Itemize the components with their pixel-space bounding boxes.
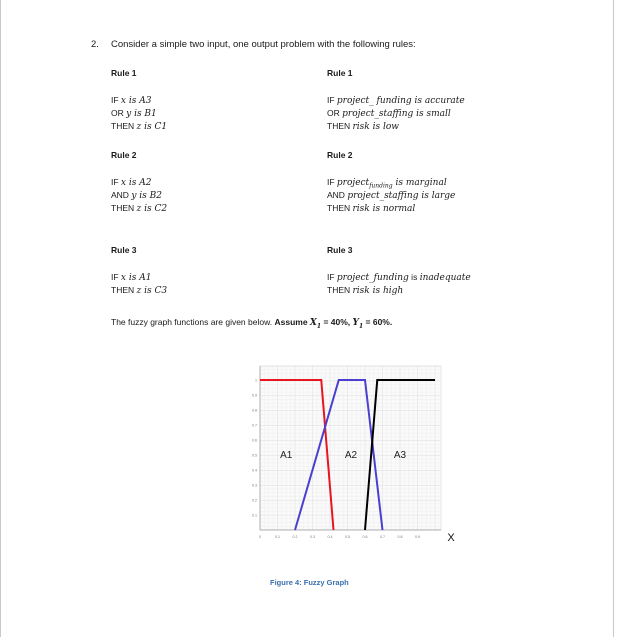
rule-expression: project_staffing is large	[347, 191, 456, 201]
rule-keyword: THEN	[111, 203, 137, 213]
rule-expression: x is A3	[120, 96, 152, 106]
figure-caption: Figure 4: Fuzzy Graph	[270, 578, 349, 587]
x-tick-label: 0.5	[345, 535, 350, 539]
rule-title: Rule 1	[327, 68, 353, 78]
x-tick-label: 0.8	[397, 535, 403, 539]
rule-expression: z is C3	[136, 286, 168, 296]
rule-line	[327, 202, 415, 216]
rule-line	[111, 202, 167, 216]
assumption-text: The fuzzy graph functions are given below.	[111, 317, 275, 327]
rule-expression: z is C1	[136, 122, 168, 132]
rule-keyword: IF	[111, 95, 121, 105]
y1-value: = 60%.	[363, 317, 393, 327]
rule-line	[327, 94, 465, 108]
x-tick-label: 0	[259, 535, 261, 539]
x-tick-label: 0.9	[415, 535, 420, 539]
y-tick-label: 0.7	[252, 423, 257, 428]
rule-keyword: AND	[327, 190, 348, 200]
x-tick-label: 0.7	[380, 535, 385, 539]
rule-keyword: IF	[111, 272, 121, 282]
rule-title: Rule 3	[327, 245, 353, 255]
rule-line	[327, 107, 451, 121]
question-text	[91, 39, 416, 50]
rule-line	[111, 271, 151, 285]
y-tick-label: 0.1	[252, 513, 257, 518]
rule-line	[111, 107, 157, 121]
rule-subscript: funding	[369, 182, 393, 190]
rule-expression: risk is high	[352, 286, 404, 296]
rule-keyword: THEN	[327, 203, 353, 213]
assumption-line: The fuzzy graph functions are given below. Assume $X_1 = 40\%$, $Y_1 = 60\%$.	[111, 317, 393, 330]
rule-line	[111, 189, 162, 203]
rule-line	[327, 120, 399, 134]
rule-expression: x is A2	[120, 178, 152, 188]
series-label-a3: A3	[393, 450, 407, 461]
rule-expression: x is A1	[120, 273, 152, 283]
rule-expression: risk is normal	[352, 204, 416, 214]
x-tick-label: 0.2	[292, 535, 298, 539]
rule-expression: project	[336, 178, 370, 188]
rule-line	[111, 120, 167, 134]
rule-keyword: OR	[327, 108, 343, 118]
y-tick-label: 0.2	[252, 498, 257, 503]
rule-keyword: THEN	[111, 121, 137, 131]
y-tick-label: 0.6	[252, 438, 257, 443]
rule-line	[111, 176, 151, 190]
question-number: 2.	[91, 39, 99, 50]
x-tick-label: 0.6	[362, 535, 368, 539]
question-body: Consider a simple two input, one output problem with the following rules:	[111, 39, 416, 50]
rule-keyword: IF	[327, 95, 337, 105]
x1-variable: X	[309, 318, 317, 328]
page-left-border	[0, 0, 1, 637]
y-tick-label: 1	[255, 378, 257, 383]
rule-keyword: IF	[327, 272, 337, 282]
series-label-a2: A2	[344, 450, 358, 461]
rule-line	[327, 189, 455, 203]
x-axis-label: X	[447, 532, 455, 544]
assumption-label: Assume	[274, 317, 310, 327]
rule-title: Rule 2	[111, 150, 137, 160]
rule-keyword: IF	[327, 177, 337, 187]
rule-connector: is	[408, 272, 420, 282]
rule-expression: y is B2	[131, 191, 162, 201]
rule-expression-tail: inadequate	[419, 273, 471, 283]
fuzzy-graph	[245, 360, 470, 570]
rule-keyword: THEN	[327, 121, 353, 131]
rule-line	[327, 284, 403, 298]
rule-expression: y is B1	[126, 109, 157, 119]
rule-expression: project_ funding is accurate	[336, 96, 465, 106]
y-tick-label: 0.4	[252, 468, 257, 473]
x1-value: = 40%,	[321, 317, 353, 327]
rule-expression: project_funding	[336, 273, 409, 283]
fuzzy-graph-svg	[245, 360, 470, 570]
y1-variable: Y	[352, 318, 359, 328]
y-tick-label: 0.3	[252, 483, 257, 488]
rule-title: Rule 2	[327, 150, 353, 160]
rule-expression: risk is low	[352, 122, 399, 132]
y-tick-label: 0.8	[252, 408, 257, 413]
rule-expression: z is C2	[136, 204, 168, 214]
rule-title: Rule 3	[111, 245, 137, 255]
series-label-a1: A1	[280, 450, 293, 461]
rule-keyword: OR	[111, 108, 127, 118]
rule-title: Rule 1	[111, 68, 137, 78]
rule-line	[327, 271, 471, 285]
y-tick-label: 0.5	[252, 453, 257, 458]
rule-expression: project_staffing is small	[342, 109, 451, 119]
x-tick-label: 0.3	[310, 535, 315, 539]
rule-keyword: IF	[111, 177, 121, 187]
y-tick-label: 0.9	[252, 393, 257, 398]
x-tick-label: 0.4	[327, 535, 333, 539]
x-tick-label: 0.1	[275, 535, 280, 539]
page-right-border	[613, 0, 614, 637]
rule-line	[111, 284, 167, 298]
rule-line	[111, 94, 151, 108]
rule-keyword: THEN	[111, 285, 137, 295]
rule-keyword: THEN	[327, 285, 353, 295]
rule-expression-tail: is marginal	[392, 178, 447, 188]
rule-keyword: AND	[111, 190, 132, 200]
